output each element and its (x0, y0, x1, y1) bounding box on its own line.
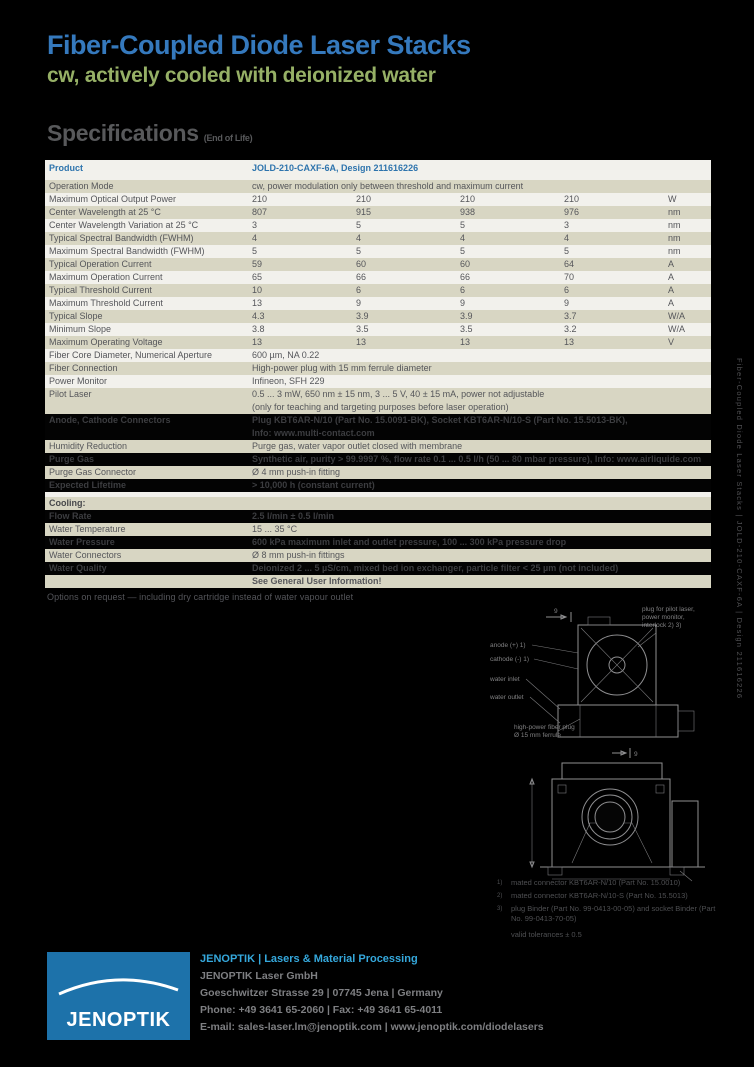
footnote-text: valid tolerances ± 0.5 (511, 930, 582, 939)
row-value: 3.2 (564, 324, 577, 334)
row-span-value (252, 440, 711, 453)
row-unit: A (668, 285, 675, 295)
row-value: 13 (252, 337, 263, 347)
row-label: Product (49, 163, 84, 173)
row-value: 5 (356, 220, 362, 230)
row-span-line: 600 µm, NA 0.22 (252, 350, 320, 360)
specifications-table (45, 160, 711, 588)
row-span-value (252, 510, 711, 523)
row-unit: V (668, 337, 675, 347)
row-value: 3.9 (356, 311, 369, 321)
row-label: Cooling: (49, 498, 86, 508)
table-row (45, 440, 711, 453)
footnote-text: plug Binder (Part No. 99-0413-00-05) and socket Binder (Part No. 99-0413-70-05) (511, 904, 716, 923)
row-label: Water Quality (49, 563, 107, 573)
row-span-value (252, 362, 711, 375)
row-value: 13 (252, 298, 263, 308)
jenoptik-logo-text: JENOPTIK (66, 1009, 171, 1031)
row-value: 4 (252, 233, 258, 243)
footnote-text: mated connector KBT6AR-N/10-S (Part No. 15.5013) (511, 891, 688, 900)
row-value: 5 (460, 220, 466, 230)
row-span-value (252, 160, 711, 176)
table-row (45, 284, 711, 297)
footer-contact-block (200, 953, 544, 1038)
row-span-value (252, 549, 711, 562)
row-span-value (252, 453, 711, 466)
row-value: 3.9 (460, 311, 473, 321)
table-row (45, 349, 711, 362)
row-value: 10 (252, 285, 263, 295)
row-value: 3.8 (252, 324, 265, 334)
row-value: 4 (564, 233, 570, 243)
row-value: 3.7 (564, 311, 577, 321)
row-span-line: Deionized 2 ... 5 µS/cm, mixed bed ion exchanger, particle filter < 25 µm (not included) (252, 563, 619, 573)
footer-address: Goeschwitzer Strasse 29 | 07745 Jena | Germany (200, 987, 443, 999)
row-span-line: High-power plug with 15 mm ferrule diameter (252, 363, 432, 373)
table-row (45, 271, 711, 284)
page-title: Fiber-Coupled Diode Laser Stacks (47, 30, 471, 60)
row-label: Water Temperature (49, 524, 126, 534)
row-label: Maximum Optical Output Power (49, 194, 177, 204)
row-span-value (252, 349, 711, 362)
footer-email-web: E-mail: sales-laser.lm@jenoptik.com | www.jenoptik.com/diodelasers (200, 1021, 544, 1033)
row-label: Humidity Reduction (49, 441, 128, 451)
row-label: Typical Threshold Current (49, 285, 152, 295)
row-label: Fiber Connection (49, 363, 118, 373)
table-row (45, 232, 711, 245)
row-value: 5 (252, 246, 258, 256)
row-value: 5 (564, 246, 570, 256)
table-row (45, 362, 711, 375)
row-value: 3.5 (460, 324, 473, 334)
row-unit: nm (668, 220, 681, 230)
row-span-line: Purge gas, water vapor outlet closed with membrane (252, 441, 463, 451)
row-label: Typical Slope (49, 311, 103, 321)
row-unit: A (668, 298, 675, 308)
vertical-edge-text: Fiber-Coupled Diode Laser Stacks | JOLD-210-CAXF-6A | Design 211616226 (735, 358, 744, 700)
table-row (45, 453, 711, 466)
table-row (45, 497, 711, 510)
table-row (45, 180, 711, 193)
row-value: 6 (564, 285, 570, 295)
row-value: 66 (460, 272, 471, 282)
row-value: 976 (564, 207, 580, 217)
table-row (45, 206, 711, 219)
table-row (45, 219, 711, 232)
row-span-value (252, 575, 711, 588)
jenoptik-logo (47, 952, 190, 1040)
row-value: 6 (356, 285, 362, 295)
row-span-value (252, 180, 711, 193)
row-label: Typical Operation Current (49, 259, 152, 269)
dim-top: 9 (554, 608, 558, 615)
label-fiber-plug-1: high-power fiber plug (514, 724, 575, 731)
row-unit: W/A (668, 311, 685, 321)
row-value: 3 (564, 220, 570, 230)
row-label: Anode, Cathode Connectors (49, 415, 171, 425)
row-value: 13 (460, 337, 471, 347)
row-value: 938 (460, 207, 476, 217)
table-row (45, 160, 711, 176)
table-row (45, 466, 711, 479)
table-row (45, 245, 711, 258)
row-value: 4 (460, 233, 466, 243)
table-row (45, 414, 711, 440)
row-value: 4 (356, 233, 362, 243)
row-value: 3 (252, 220, 258, 230)
row-value: 210 (252, 194, 268, 204)
row-unit: W/A (668, 324, 685, 334)
row-value: 210 (460, 194, 476, 204)
row-span-value (252, 536, 711, 549)
row-span-line: Infineon, SFH 229 (252, 376, 325, 386)
table-row (45, 323, 711, 336)
table-row (45, 523, 711, 536)
row-label: Water Pressure (49, 537, 115, 547)
label-pilot-plug-2: power monitor, (642, 614, 685, 621)
row-value: 915 (356, 207, 372, 217)
technical-drawing-front-view (520, 745, 725, 885)
row-span-line: 0.5 ... 3 mW, 650 nm ± 15 nm, 3 ... 5 V, 40 ± 15 mA, power not adjustable (252, 389, 545, 399)
options-note: Options on request — including dry cartridge instead of water vapour outlet (47, 592, 354, 602)
row-unit: A (668, 272, 675, 282)
specifications-heading-note: (End of Life) (203, 133, 253, 143)
row-value: 6 (460, 285, 466, 295)
label-pilot-plug-3: interlock 2) 3) (642, 622, 682, 629)
label-water-inlet: water inlet (490, 676, 520, 683)
row-label: Maximum Threshold Current (49, 298, 163, 308)
row-span-value (252, 414, 711, 440)
footnote (497, 891, 725, 901)
row-value: 60 (356, 259, 367, 269)
row-label: Purge Gas (49, 454, 95, 464)
footnote-marker: 3) (497, 906, 503, 912)
footnote (497, 878, 725, 888)
table-row (45, 297, 711, 310)
footnote-marker: 1) (497, 880, 503, 886)
row-label: Maximum Operating Voltage (49, 337, 163, 347)
row-label: Water Connectors (49, 550, 122, 560)
table-row (45, 336, 711, 349)
row-value: 66 (356, 272, 367, 282)
row-span-line: (only for teaching and targeting purposes before laser operation) (252, 402, 509, 412)
footnote-marker: 2) (497, 893, 503, 899)
row-value: 9 (564, 298, 570, 308)
row-label: Purge Gas Connector (49, 467, 137, 477)
row-span-value (252, 375, 711, 388)
row-value: 60 (460, 259, 471, 269)
row-value: 59 (252, 259, 263, 269)
footer-company: JENOPTIK Laser GmbH (200, 970, 318, 982)
row-span-value (252, 562, 711, 575)
specifications-heading-text: Specifications (47, 120, 199, 146)
row-unit: W (668, 194, 677, 204)
table-row (45, 575, 711, 588)
table-row (45, 479, 711, 492)
specifications-heading (47, 120, 252, 147)
jenoptik-arc-icon (47, 952, 190, 1002)
row-value: 70 (564, 272, 575, 282)
label-pilot-plug-1: plug for pilot laser, (642, 606, 695, 613)
row-span-line: 15 ... 35 °C (252, 524, 298, 534)
footnote (497, 904, 725, 924)
row-label: Maximum Spectral Bandwidth (FWHM) (49, 246, 205, 256)
row-span-line: Ø 8 mm push-in fittings (252, 550, 345, 560)
row-value: 5 (460, 246, 466, 256)
page-subtitle: cw, actively cooled with deionized water (47, 64, 436, 87)
row-span-line: See General User Information! (252, 576, 382, 586)
label-anode: anode (+) 1) (490, 642, 526, 649)
table-row (45, 536, 711, 549)
footer-phone-fax: Phone: +49 3641 65-2060 | Fax: +49 3641 65-4011 (200, 1004, 443, 1016)
footer-division: JENOPTIK | Lasers & Material Processing (200, 953, 418, 965)
table-row (45, 549, 711, 562)
row-span-line: cw, power modulation only between threshold and maximum current (252, 181, 524, 191)
row-span-line: 600 kPa maximum inlet and outlet pressure, 100 ... 300 kPa pressure drop (252, 537, 567, 547)
row-value: 3.5 (356, 324, 369, 334)
footnote-text: mated connector KBT6AR-N/10 (Part No. 15.0010) (511, 878, 681, 887)
label-water-outlet: water outlet (490, 694, 524, 701)
footnote-marker (497, 930, 511, 940)
row-value: 9 (460, 298, 466, 308)
label-fiber-plug-2: Ø 15 mm ferrule (514, 732, 561, 739)
row-span-line: > 10,000 h (constant current) (252, 480, 375, 490)
dim-front-top: 9 (634, 751, 638, 758)
row-label: Power Monitor (49, 376, 108, 386)
row-value: 807 (252, 207, 268, 217)
row-value: 65 (252, 272, 263, 282)
row-label: Center Wavelength at 25 °C (49, 207, 161, 217)
row-label: Typical Spectral Bandwidth (FWHM) (49, 233, 194, 243)
row-label: Minimum Slope (49, 324, 112, 334)
table-row (45, 310, 711, 323)
row-value: 64 (564, 259, 575, 269)
technical-drawing-side-view (488, 603, 720, 745)
row-span-value (252, 479, 711, 492)
row-label: Fiber Core Diameter, Numerical Aperture (49, 350, 213, 360)
row-value: 210 (356, 194, 372, 204)
row-label: Expected Lifetime (49, 480, 127, 490)
row-span-value (252, 388, 711, 414)
row-span-line: Synthetic air, purity > 99.9997 %, flow rate 0.1 ... 0.5 l/h (50 ... 80 mbar pressure), Info: www.airliquide.com (252, 454, 702, 464)
row-value: 4.3 (252, 311, 265, 321)
row-unit: nm (668, 246, 681, 256)
row-span-value (252, 523, 711, 536)
row-label: Operation Mode (49, 181, 114, 191)
row-value: 13 (564, 337, 575, 347)
table-row (45, 388, 711, 414)
row-span-value (252, 466, 711, 479)
row-value: 13 (356, 337, 367, 347)
table-row (45, 193, 711, 206)
table-row (45, 510, 711, 523)
row-unit: nm (668, 207, 681, 217)
row-label: Center Wavelength Variation at 25 °C (49, 220, 199, 230)
row-label: Flow Rate (49, 511, 92, 521)
drawing-footnotes (497, 878, 725, 943)
row-label: Maximum Operation Current (49, 272, 163, 282)
row-span-line: Ø 4 mm push-in fitting (252, 467, 341, 477)
table-row (45, 258, 711, 271)
table-row (45, 375, 711, 388)
row-span-line: Info: www.multi-contact.com (252, 428, 375, 438)
table-row (45, 562, 711, 575)
label-cathode: cathode (-) 1) (490, 656, 530, 663)
row-label: Pilot Laser (49, 389, 92, 399)
row-unit: A (668, 259, 675, 269)
row-span-line: 2.5 l/min ± 0.5 l/min (252, 511, 334, 521)
row-value: 5 (356, 246, 362, 256)
footnote (497, 930, 725, 940)
row-span-line: Plug KBT6AR-N/10 (Part No. 15.0091-BK), Socket KBT6AR-N/10-S (Part No. 15.5013-BK), (252, 415, 628, 425)
row-span-line: JOLD-210-CAXF-6A, Design 211616226 (252, 163, 419, 173)
row-unit: nm (668, 233, 681, 243)
row-value: 210 (564, 194, 580, 204)
row-value: 9 (356, 298, 362, 308)
